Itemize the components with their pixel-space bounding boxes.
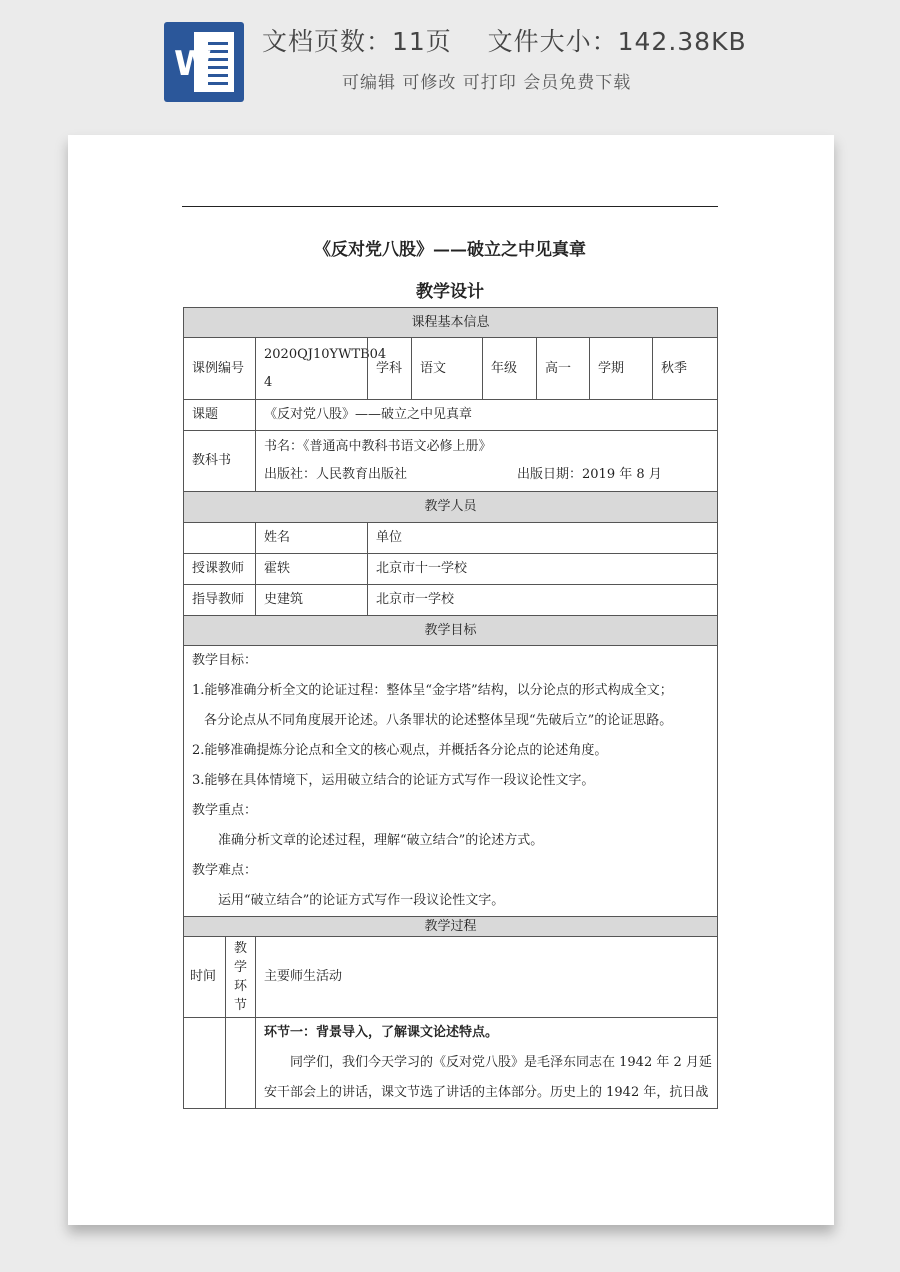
stage-column-header: 教 学 环 节	[225, 936, 256, 1018]
download-banner	[0, 0, 900, 115]
time-cell	[183, 1017, 226, 1109]
activity-cell	[255, 1017, 718, 1109]
goal-2: 2.能够准确提炼分论点和全文的核心观点，并概括各分论点的论述角度。	[192, 743, 608, 758]
mentor-name: 史建筑	[255, 584, 368, 616]
publisher: 出版社：人民教育出版社	[264, 467, 408, 482]
step1-paragraph-line2: 安干部会上的讲话，课文节选了讲话的主体部分。历史上的 1942 年，抗日战	[264, 1085, 709, 1100]
code-label: 课例编号	[183, 337, 256, 400]
role-blank-cell	[183, 522, 256, 554]
page-count: 文档页数：11页	[262, 27, 452, 56]
code-value: 2020QJ10YWTB04 4	[255, 337, 368, 400]
stage-cell	[225, 1017, 256, 1109]
unit-column-header: 单位	[367, 522, 718, 554]
mentor-unit: 北京市一学校	[367, 584, 718, 616]
teacher-unit: 北京市十一学校	[367, 553, 718, 585]
book-name: 书名：《普通高中教科书语文必修上册》	[264, 439, 492, 454]
step1-paragraph-line1: 同学们，我们今天学习的《反对党八股》是毛泽东同志在 1942 年 2 月延	[290, 1055, 712, 1070]
goals-title: 教学目标：	[192, 653, 258, 668]
term-label: 学期	[589, 337, 653, 400]
textbook-label: 教科书	[183, 430, 256, 492]
section-header-process: 教学过程	[183, 916, 718, 937]
goal-1: 1.能够准确分析全文的论证过程：整体呈“金字塔”结构，以分论点的形式构成全文；	[192, 683, 673, 698]
section-header-staff: 教学人员	[183, 491, 718, 523]
feature-list: 可编辑 可修改 可打印 会员免费下载	[342, 73, 632, 93]
header-rule	[182, 206, 718, 207]
difficulty-text: 运用“破立结合”的论证方式写作一段议论性文字。	[218, 893, 505, 908]
section-header-goals: 教学目标	[183, 615, 718, 646]
doc-subtitle: 教学设计	[416, 282, 484, 302]
topic-value: 《反对党八股》——破立之中见真章	[255, 399, 718, 431]
file-size: 文件大小：142.38KB	[487, 27, 747, 56]
document-page	[68, 135, 834, 1225]
word-doc-icon: W	[164, 22, 244, 102]
key-points-title: 教学重点：	[192, 803, 258, 818]
subject-value: 语文	[411, 337, 483, 400]
key-points-text: 准确分析文章的论述过程，理解“破立结合”的论述方式。	[218, 833, 544, 848]
activity-column-header: 主要师生活动	[255, 936, 718, 1018]
file-meta	[262, 22, 747, 58]
time-column-header: 时间	[183, 936, 226, 1018]
teacher-name: 霍轶	[255, 553, 368, 585]
subject-label: 学科	[367, 337, 412, 400]
textbook-info	[255, 430, 718, 492]
publish-date: 出版日期：2019 年 8 月	[517, 467, 662, 482]
difficulty-title: 教学难点：	[192, 863, 258, 878]
term-value: 秋季	[652, 337, 718, 400]
grade-value: 高一	[536, 337, 590, 400]
topic-label: 课题	[183, 399, 256, 431]
goal-1-cont: 各分论点从不同角度展开论述。八条罪状的论述整体呈现“先破后立”的论证思路。	[204, 713, 673, 728]
doc-title: 《反对党八股》——破立之中见真章	[314, 240, 586, 260]
section-header-basic: 课程基本信息	[183, 307, 718, 338]
goals-content	[183, 645, 718, 917]
teacher-role: 授课教师	[183, 553, 256, 585]
goal-3: 3.能够在具体情境下，运用破立结合的论证方式写作一段议论性文字。	[192, 773, 595, 788]
mentor-role: 指导教师	[183, 584, 256, 616]
name-column-header: 姓名	[255, 522, 368, 554]
step1-title: 环节一：背景导入，了解课文论述特点。	[264, 1025, 499, 1040]
grade-label: 年级	[482, 337, 537, 400]
